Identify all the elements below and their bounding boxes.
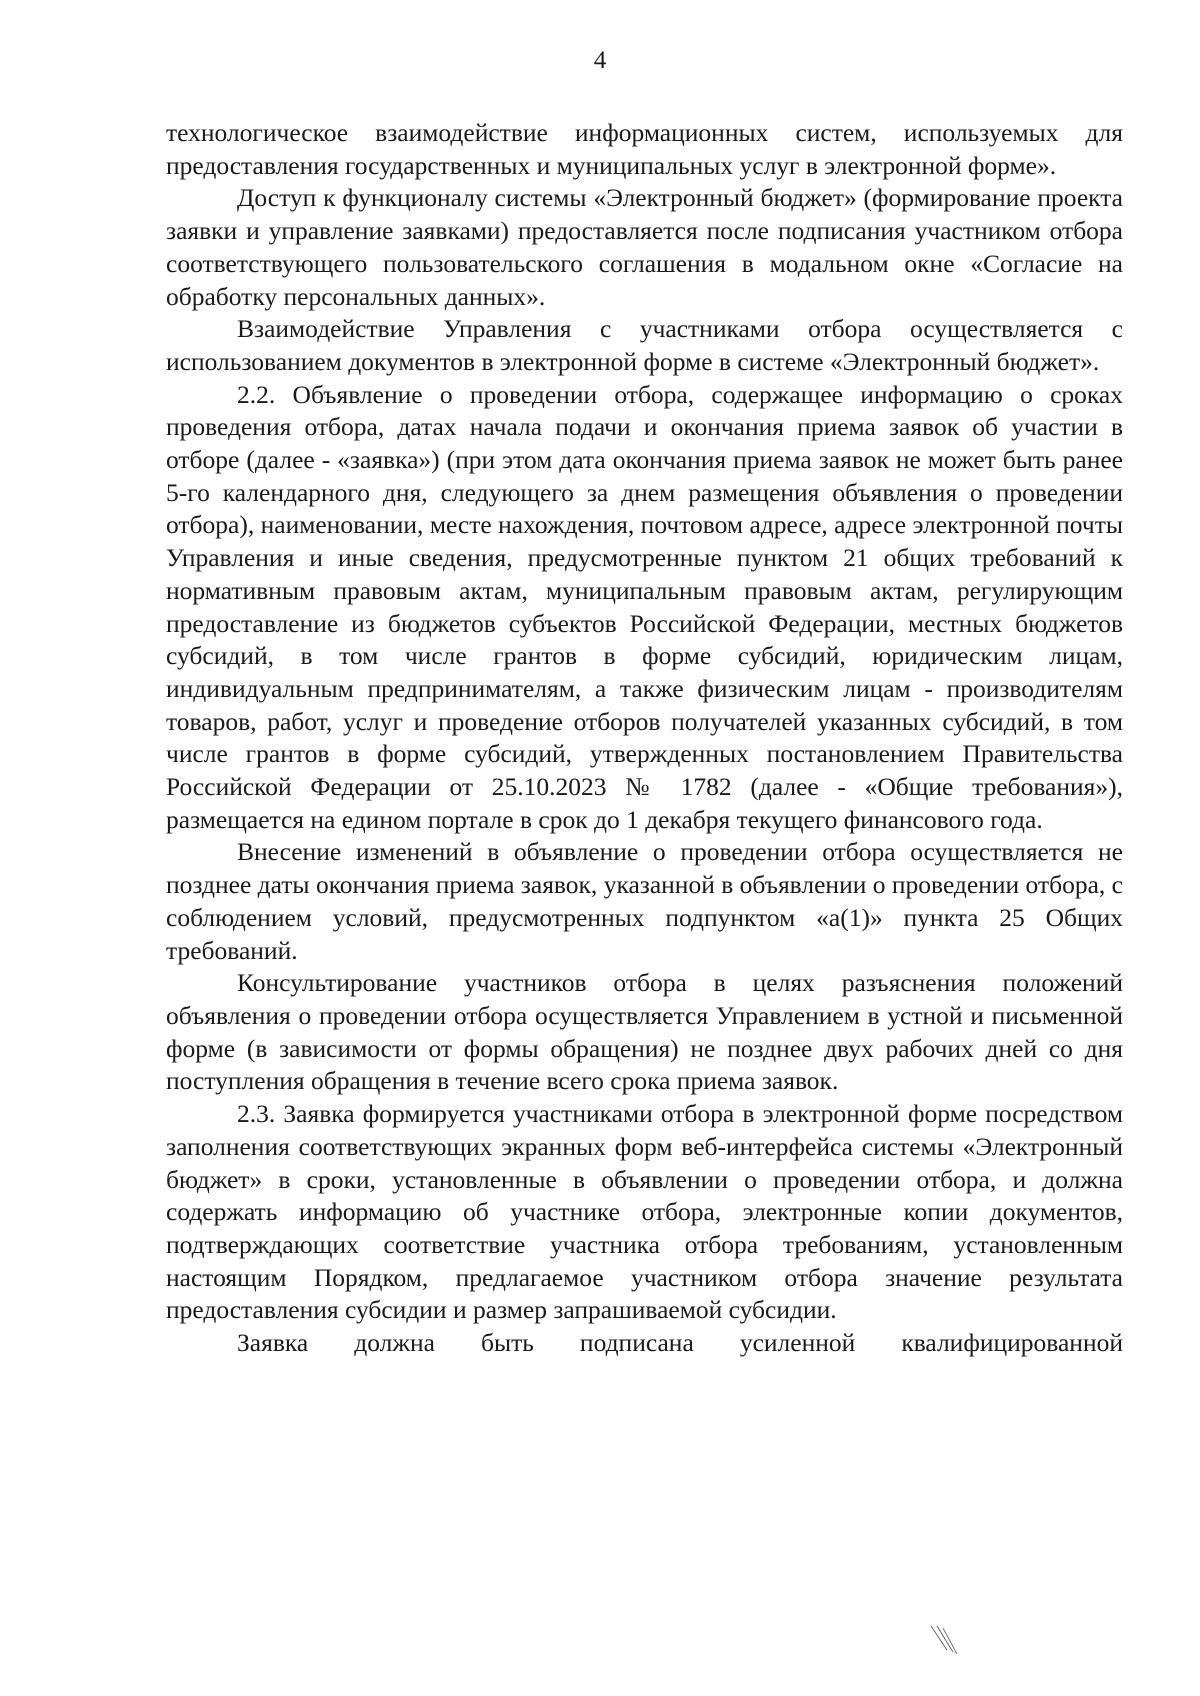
paragraph-consulting: Консультирование участников отбора в целях разъяснения положений объявления о проведении отбора осуществляется Управлением в устной и письменной форме (в зависимости от формы обращения) не позднее двух рабочих дней со дня поступления обращения в течение всего срока приема заявок.: [166, 968, 1123, 1096]
paragraph-access: Доступ к функционалу системы «Электронный бюджет» (формирование проекта заявки и управление заявками) предоставляется после подписания участником отбора соответствующего пользовательского соглашения в модальном окне «Согласие на обработку персональных данных».: [166, 183, 1123, 311]
paragraph-continuation: технологическое взаимодействие информационных систем, используемых для предоставления государственных и муниципальных услуг в электронной форме».: [166, 118, 1123, 180]
paragraph-2-3-application: 2.3. Заявка формируется участниками отбора в электронной форме посредством заполнения соответствующих экранных форм веб-интерфейса системы «Электронный бюджет» в сроки, установленные в объявлении о проведении отбора, и должна содержать информацию об участнике отбора, электронные копии документов, подтверждающих соответствие участника отбора требованиям, установленным настоящим Порядком, предлагаемое участником отбора значение результата предоставления субсидии и размер запрашиваемой субсидии.: [166, 1099, 1123, 1325]
paragraph-changes: Внесение изменений в объявление о проведении отбора осуществляется не позднее даты окончания приема заявок, указанной в объявлении о проведении отбора, с соблюдением условий, предусмотренных подпунктом «а(1)» пункта 25 Общих требований.: [166, 837, 1123, 965]
paragraph-interaction: Взаимодействие Управления с участниками отбора осуществляется с использованием документов в электронной форме в системе «Электронный бюджет».: [166, 314, 1123, 376]
document-body: [166, 117, 1123, 1360]
scan-artifact-mark: [925, 1622, 965, 1662]
paragraph-signature: Заявка должна быть подписана усиленной квалифицированной: [237, 1328, 1123, 1358]
page-number: 4: [593, 47, 607, 74]
paragraph-2-2-announcement: 2.2. Объявление о проведении отбора, содержащее информацию о сроках проведения отбора, датах начала подачи и окончания приема заявок об участии в отборе (далее - «заявка») (при этом дата окончания приема заявок не может быть ранее 5-го календарного дня, следующего за днем размещения объявления о проведении отбора), наименовании, месте нахождения, почтовом адресе, адресе электронной почты Управления и иные сведения, предусмотренные пунктом 21 общих требований к нормативным правовым актам, муниципальным правовым актам, регулирующим предоставление из бюджетов субъектов Российской Федерации, местных бюджетов субсидий, в том числе грантов в форме субсидий, юридическим лицам, индивидуальным предпринимателям, а также физическим лицам - производителям товаров, работ, услуг и проведение отборов получателей указанных субсидий, в том числе грантов в форме субсидий, утвержденных постановлением Правительства Российской Федерации от 25.10.2023 № 1782 (далее - «Общие требования»), размещается на едином портале в срок до 1 декабря текущего финансового года.: [166, 379, 1123, 834]
